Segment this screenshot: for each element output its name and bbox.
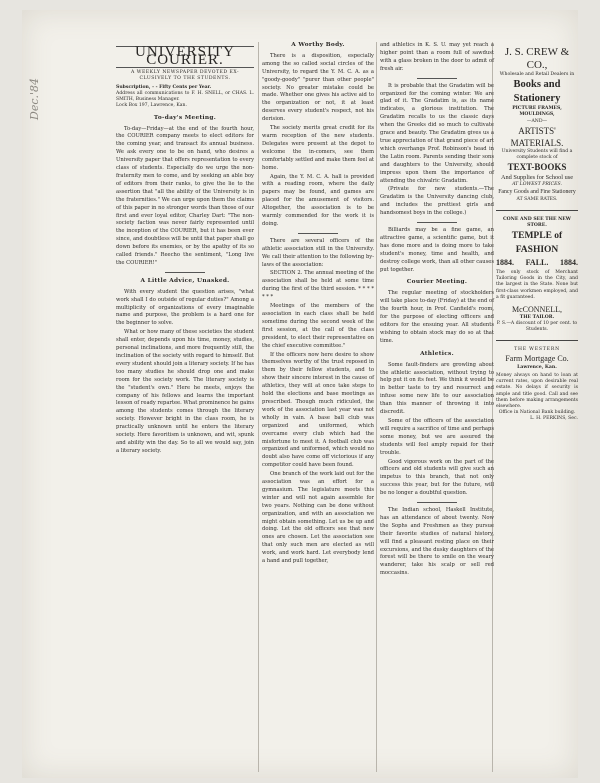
column-rule [258,42,259,772]
ad-prices: AT LOWEST PRICES. [512,182,562,188]
ad-mcconnell: McCONNELL, [512,305,562,315]
ad-tailor: THE TAILOR. [519,315,555,321]
ad-divider [496,340,578,341]
lock-box: Lock Box 197, Lawrence, Kan. [116,103,187,109]
column-3 [380,42,494,579]
paragraph: To-day—Friday—at the end of the fourth hour, the COURIER company meets to elect editors for the coming year, and transact its annual business. We ask every one to be on hand, who desires a University paper that offers representation to every class of students. Especially do we urge the non-fraternity men to come, and by seeking an able boy of editors from their ranks, to give the lie to the assertion that "all the ability of the University is in the fraternities." We can urge upon them the claims of this paper in no stronger words than those of our first and ever loyal editor, Charley Dart: "The non-society faction was never fairly represented until the inception of the COURIER, but it has been ever since, and doubtless will be until that paper shall go down before its enemies, or by the apathy of its so called friends." Reecho the sentiment, "Long live the COURIER!" [116,125,254,266]
address: Address all communications to F. H. SNELL, or CHAS. L. SMITH, Business Manager. [116,91,254,103]
ad-supplies: And Supplies for School use [500,174,574,182]
paragraph: There is a disposition, especially among the so called social circles of the University, to regard the Y. M. C. A. as a "goody-goody" "purer than other people" society. No greater mistake could be made. Whether one gives his active aid to the organization or not, it at least deserves every student's respect, not his derision. [262,52,374,123]
paragraph: It is probable that the Gradatim will be organized for the coming winter. We are glad of it. The Gradatim is, as its name indicates, a glorious institution. The Gradatim recalls to us the classic days when the Greeks did so much to cultivate grace and beauty. The Gradatim gives us a true appreciation of that grand piece of art which overhangs Prof. Robinson's head in the Latin room. Parents sending their sons and daughters to the University, should impress upon them the importance of attending the chivalric Gradatim. [380,82,494,184]
ad-year-row [496,257,578,268]
separator [298,233,338,234]
paragraph: The society merits great credit for its warm reception of the new students. Delegates were present at the depot to welcome the in-comers, see them comfortably settled and make them feel at home. [262,125,374,171]
paragraph: Meetings of the members of the association in each class shall be held sometime during the second week of the first session, at the call of the class president, to elect their representative on the chief executive committee." [262,303,374,349]
paragraph: Again, the Y. M. C. A. hall is provided with a reading room, where the daily papers may be found, and games are placed for the amusement of visitors. Altogether, the association is to be warmly commended for the work it is doing. [262,173,374,227]
ad-tailor-text: The only stock of Merchant Tailoring Goods in the City, and the largest in the State. None but first-class workmen employed, and a fit guaranteed. [496,270,578,300]
separator [417,78,457,79]
heading-todays-meeting: To-day's Meeting. [153,114,217,121]
ad-artists: ARTISTS' MATERIALS. [510,125,564,148]
ad-fancy: Fancy Goods and Fine Stationery [498,189,576,196]
ad-temple: TEMPLE of FASHION [511,231,563,256]
paragraph: Good vigorous work on the part of the officers and old students will give such an impetus to this branch, that not only success this year, but for the future, will be no longer a doubtful question. [380,458,494,497]
ad-office: Office in National Bank building. [498,410,576,416]
paragraph: Some fault-finders are growling about the athletic association, without trying to help put it on its feet. We think it would be in better taste to try and resurrect and infuse some new life to our association than this manner of throwing it into discredit. [380,361,494,416]
masthead-tagline: A WEEKLY NEWSPAPER DEVOTED EX-CLUSIVELY TO THE STUDENTS. [130,69,240,81]
paragraph: If the officers now here desire to show themselves worthy of the trust reposed in them by their fellow students, and to show their sincere interest in the cause of athletics, they will at once take steps to hold the elections and base meetings as prescribed. Though much ridiculed, the work of the association last year was not wholly in vain. A base ball club was organized and uniformed, which overcame every club which had the misfortune to meet it. A football club was organized and uniformed, which would no doubt also have come off victorious if any competitor could have been found. [262,351,374,469]
ad-year: 1884. [496,258,514,268]
ad-ps: P. S.—A discount of 10 per cent. to Students. [496,321,578,333]
separator [165,272,205,273]
ads-column [496,42,578,423]
paragraph: With every student the question arises, "what work shall I do outside of regular duties?" Among a multiplicity of organizations of every imaginable name and purpose, the problem is a hard one for the beginner to solve. [116,288,254,327]
paragraph: The regular meeting of stockholders will take place to-day (Friday) at the end of the fourth hour, in Prof. Canfield's room, for the purpose of electing officers and editors for the ensuing year. All students wishing to obtain stock may do so at that time. [380,290,494,344]
ad-perkins: L. H. PERKINS, Sec. [530,416,578,422]
ad-complete: University Students will find a complete stock of [501,148,573,161]
paragraph: What or how many of these societies the student shall enter, depends upon his time, money, studies, personal inclinations, and more frequently still, the inclination of the society with regard to himself. But every student should join a literary society. If he has too many studies he should drop one and make room for the society work. The literary society is the "student's own." Here he meets, enjoys the company of his fellows and learns the important lesson of ready repartee. What prominence he gains among the students comes through the literary society. However bright in the class room, he is practically unknown until he enters the literary society. Here favoritism is unknown, and wit, spunk and ability win the day. So to all we would say, join a literary society. [116,329,254,454]
column-2 [262,42,374,567]
heading-little-advice: A Little Advice, Unasked. [140,277,230,284]
column-1 [116,42,254,457]
ad-western: THE WESTERN [514,346,560,352]
paragraph: Billiards may be a fine game, an attractive game, a scientific game, but it has done more and is doing more to take student's money, time and health, and destroy college work, than all other causes put together. [380,227,494,273]
paragraph: One branch of the work laid out for the association was an effort for a gymnasium. The legislature meets this winter and will not again assemble for two years. Nothing can be done without organization, and with an association we might obtain something. Let us be up and doing. Let the old officers see that new ones are chosen. Let the association see that only such men are elected as will work, and work hard. Let everybody lend a hand and pull together, [262,471,374,565]
newspaper-page [22,10,578,778]
ad-crew-sub: Wholesale and Retail Dealers in [499,72,575,77]
ad-same: AT SAME RATES. [516,197,558,203]
ad-divider [496,210,578,211]
column-rule [376,42,377,772]
ad-fall: FALL. [525,258,549,268]
heading-courier-meeting: Courier Meeting. [406,279,468,286]
paragraph: (Private for new students.—The Gradatim is the University dancing club, and includes the prettiest girls and handsomest boys in the college.) [380,186,494,217]
paragraph: There are several officers of the athletic association still in the University. We call their attention to the following by-laws of the association: [262,237,374,268]
ad-pictures: PICTURE FRAMES, MOULDINGS, [512,106,562,118]
ad-money: Money always on hand to loan at current rates, upon desirable real estate. No delays if security is ample and title good. Call and see them before making arrangements elsewhere. [496,373,578,410]
ad-and: —AND— [526,118,548,124]
ad-textbooks: TEXT-BOOKS [507,162,567,173]
heading-worthy-body: A Worthy Body. [291,42,345,48]
paragraph: SECTION 2. The annual meeting of the association shall be held at some time during the first of the third session. * * * * * * * [262,270,374,301]
ad-crew-name: J. S. CREW & CO., [504,46,570,71]
paragraph: and athletics in K. S. U. may yet reach a higher point than a room full of sawdust with a glass broken in the door to admit of fresh air. [380,42,494,72]
separator [417,222,457,223]
margin-handwriting: Dec.'84 [28,77,41,120]
heading-athletics: Athletics. [420,350,454,357]
paragraph: The Indian school, Haskell Institute, has an attendance of about twenty. Now the Sophs and Freshmen as they pursue their favorite studies of natural history, will find a pleasant resting place on their excursions, and the dusky daughters of the forest will be there to smile on the weary wanderer, take his scalp or sell red moccasins. [380,507,494,577]
ad-year: 1884. [560,258,578,268]
ad-books: Books and Stationery [513,79,561,105]
separator [417,502,457,503]
subscription: Subscription, - - Fifty Cents per Year. [116,84,212,90]
ad-cone: CONE AND SEE THE NEW STORE. [503,216,571,228]
paragraph: Some of the officers of the association will require a sacrifice of time and perhaps some money, but we are assured the students will feel amply repaid for their trouble. [380,417,494,456]
ad-farm: Farm Mortgage Co. [505,353,569,363]
ad-lawrence: Lawrence, Kan. [517,364,557,370]
masthead-title: UNIVERSITY COURIER. [116,46,254,68]
